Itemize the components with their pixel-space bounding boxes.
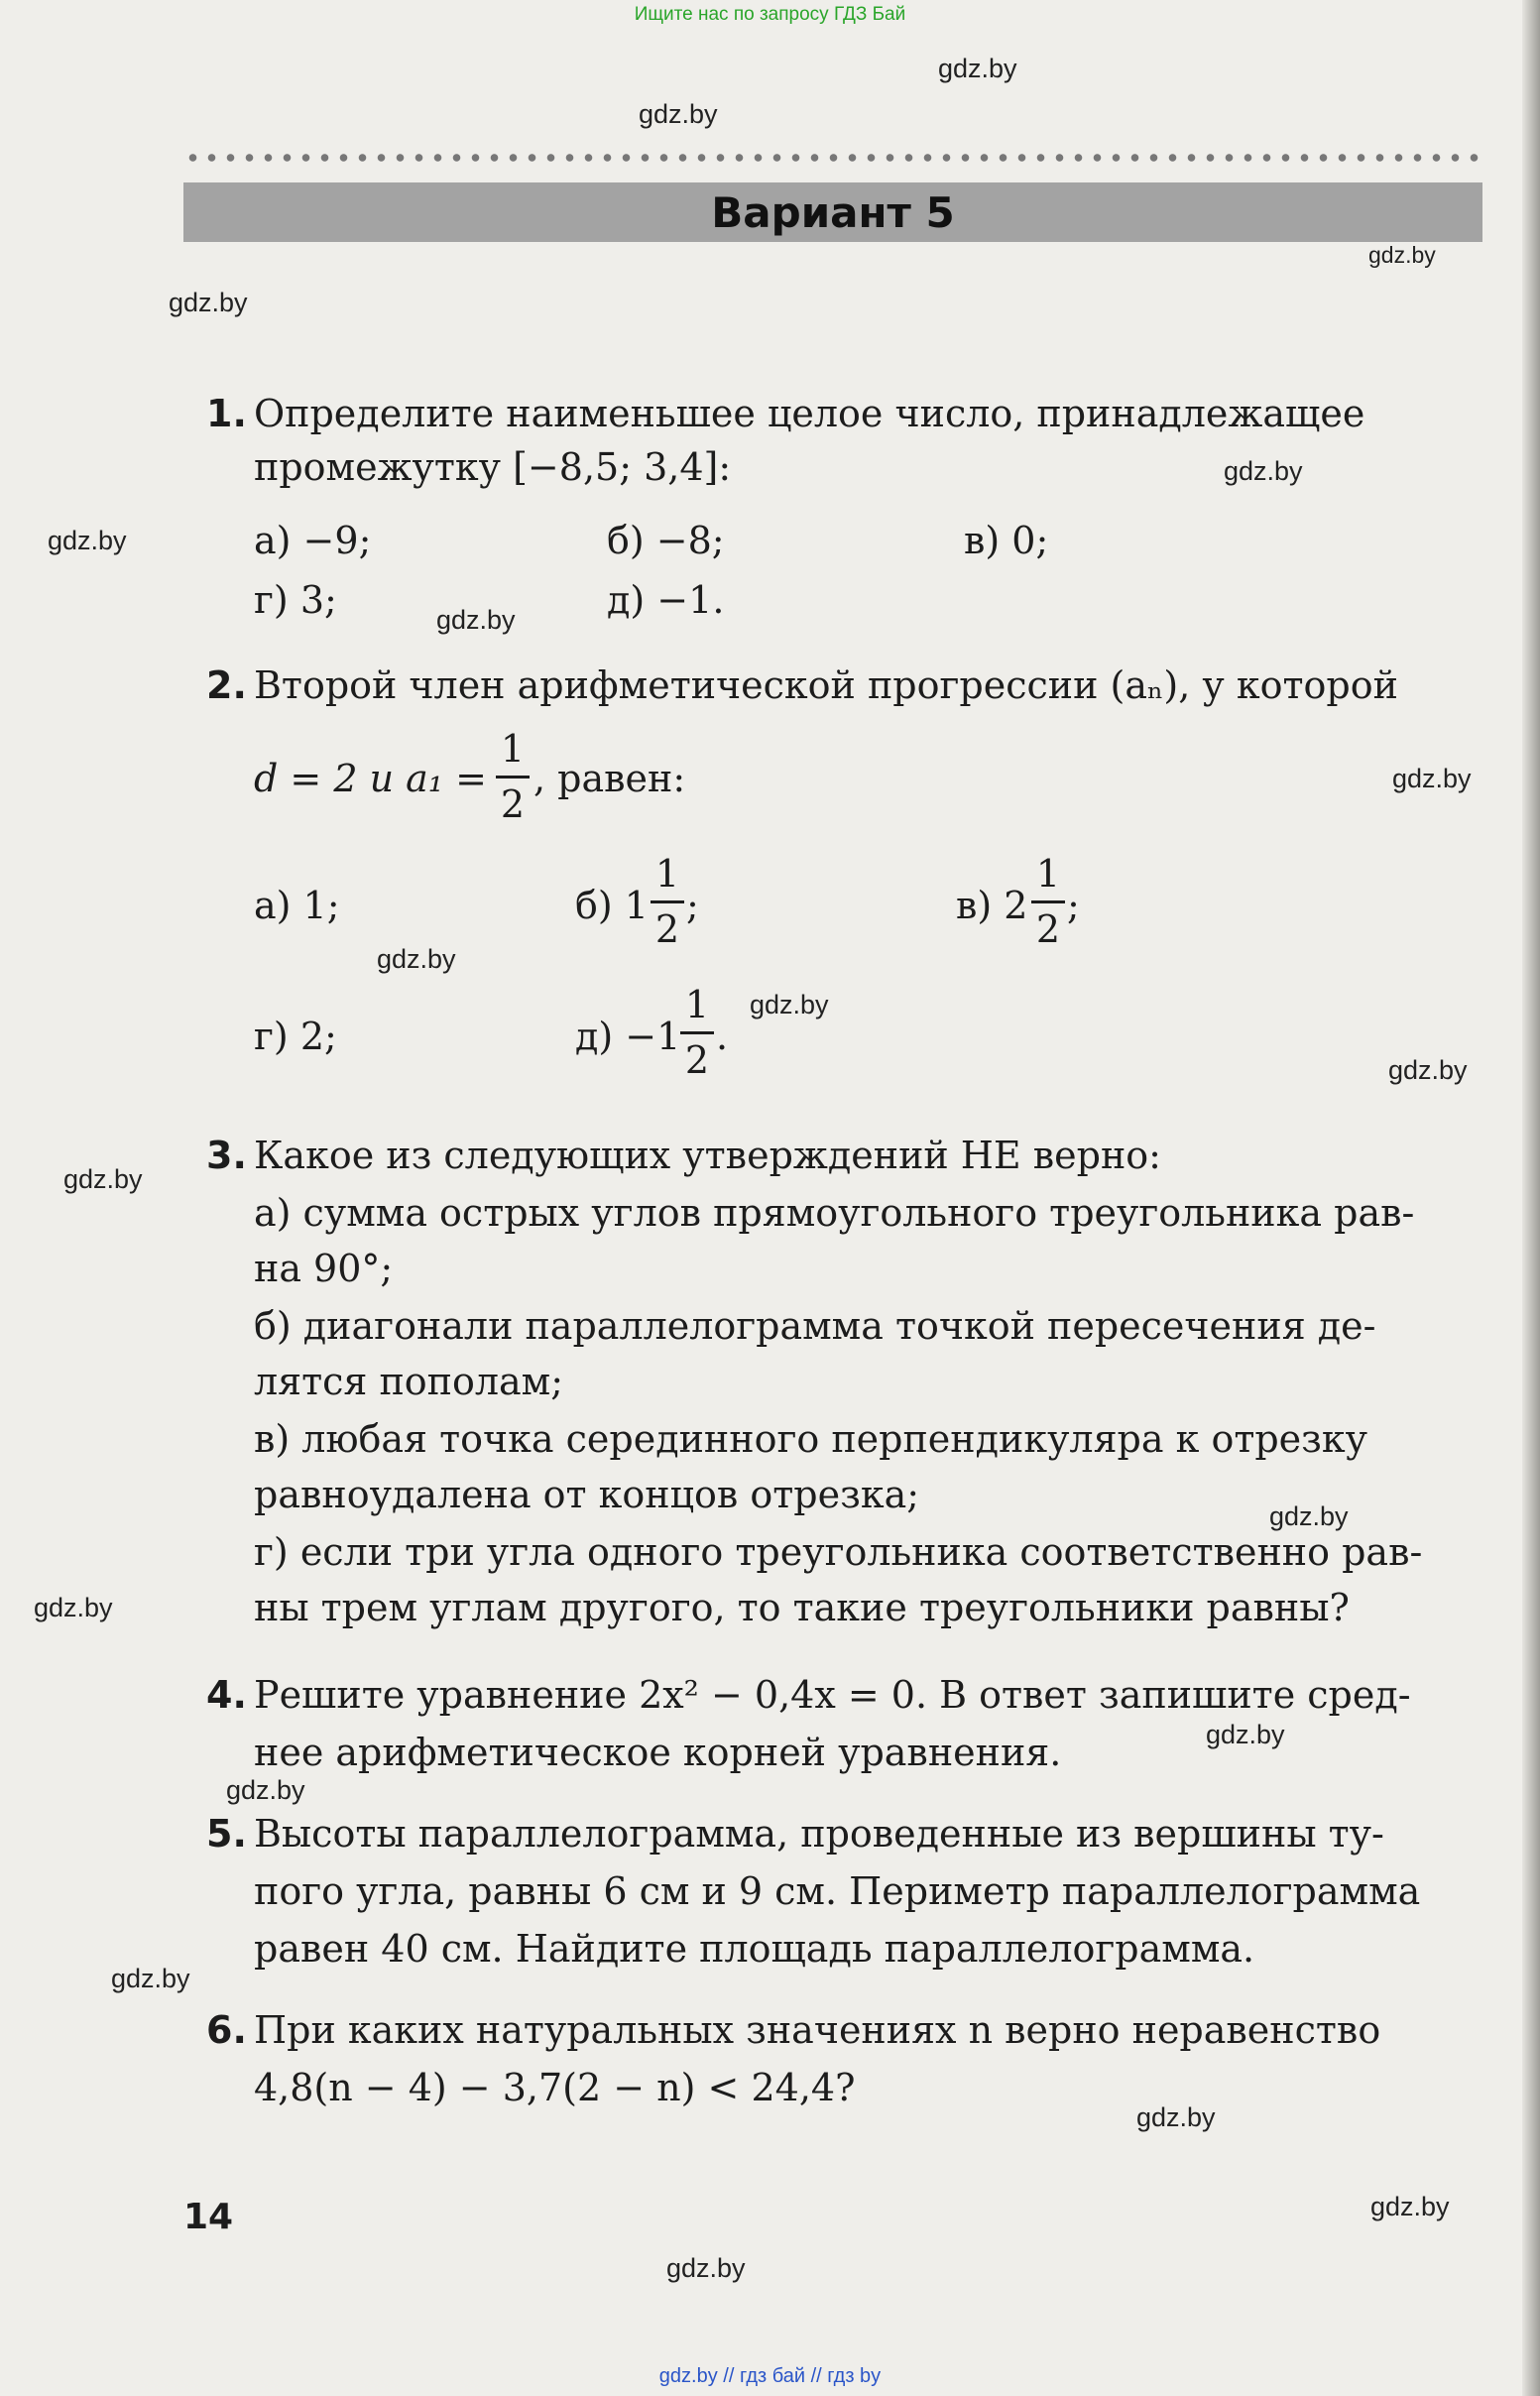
- q3-text-line8: г) если три угла одного треугольника соответственно рав-: [254, 1530, 1423, 1574]
- watermark: gdz.by: [1368, 242, 1436, 268]
- watermark: gdz.by: [938, 54, 1017, 83]
- q2-option-b-frac-den: 2: [654, 907, 680, 951]
- q1-text-line2: промежутку [−8,5; 3,4]:: [254, 445, 732, 489]
- q1-option-d: г) 3;: [254, 578, 337, 622]
- q3-text-line1: Какое из следующих утверждений НЕ верно:: [254, 1134, 1161, 1177]
- q3-text-line5: лятся пополам;: [254, 1360, 564, 1403]
- bottom-banner[interactable]: gdz.by // гдз бай // гдз by: [658, 2365, 882, 2387]
- q6-text-line2: 4,8(n − 4) − 3,7(2 − n) < 24,4?: [254, 2066, 856, 2109]
- q2-option-b: б) 1: [575, 884, 649, 927]
- q2-frac-line: [496, 776, 530, 779]
- page-number: 14: [183, 2197, 234, 2237]
- title-bar: [183, 182, 1482, 242]
- q2-option-c-frac-den: 2: [1035, 907, 1061, 951]
- watermark: gdz.by: [1224, 456, 1303, 486]
- watermark: gdz.by: [1370, 2192, 1450, 2221]
- watermark: gdz.by: [226, 1775, 305, 1805]
- q5-text-line2: пого угла, равны 6 см и 9 см. Периметр параллелограмма: [254, 1869, 1421, 1913]
- q3-text-line7: равноудалена от концов отрезка;: [254, 1473, 920, 1516]
- q2-frac-denominator: 2: [500, 782, 526, 826]
- q2-option-c-frac-line: [1031, 900, 1065, 903]
- q2-option-e-frac-line: [680, 1031, 714, 1034]
- watermark: gdz.by: [1136, 2102, 1216, 2132]
- q2-option-c-end: ;: [1067, 884, 1080, 927]
- watermark: gdz.by: [436, 605, 516, 635]
- q6-number: 6.: [206, 2008, 247, 2052]
- q2-option-e-end: .: [716, 1015, 729, 1058]
- q2-option-b-end: ;: [686, 884, 699, 927]
- q2-text-line2-start: d = 2 и a₁ =: [254, 757, 487, 800]
- q1-text-line1: Определите наименьшее целое число, принадлежащее: [254, 392, 1365, 435]
- q1-option-c: в) 0;: [964, 519, 1049, 562]
- q6-text-line1: При каких натуральных значениях n верно неравенство: [254, 2008, 1381, 2052]
- watermark: gdz.by: [63, 1164, 143, 1194]
- q4-text-line1: Решите уравнение 2x² − 0,4x = 0. В ответ запишите сред-: [254, 1673, 1411, 1717]
- q2-text-line1: Второй член арифметической прогрессии (aₙ), у которой: [254, 663, 1398, 707]
- q2-frac-numerator: 1: [500, 727, 526, 771]
- q2-option-a: а) 1;: [254, 884, 340, 927]
- dotted-divider: [183, 151, 1482, 165]
- q3-text-line4: б) диагонали параллелограмма точкой пересечения де-: [254, 1304, 1376, 1348]
- q2-option-e-frac-den: 2: [684, 1038, 710, 1082]
- q2-option-c: в) 2: [956, 884, 1028, 927]
- watermark: gdz.by: [1392, 764, 1472, 793]
- q3-text-line2: а) сумма острых углов прямоугольного треугольника рав-: [254, 1191, 1415, 1235]
- watermark: gdz.by: [1269, 1501, 1349, 1531]
- watermark: gdz.by: [111, 1964, 190, 1993]
- q2-option-c-frac-num: 1: [1035, 852, 1061, 896]
- watermark: gdz.by: [639, 99, 718, 129]
- watermark: gdz.by: [169, 288, 248, 317]
- watermark: gdz.by: [377, 944, 456, 974]
- q5-text-line1: Высоты параллелограмма, проведенные из вершины ту-: [254, 1812, 1384, 1856]
- top-banner[interactable]: Ищите нас по запросу ГДЗ Бай: [634, 4, 906, 25]
- q4-text-line2: нее арифметическое корней уравнения.: [254, 1731, 1062, 1774]
- q1-number: 1.: [206, 392, 247, 435]
- q2-option-e: д) −1: [575, 1015, 681, 1058]
- q4-number: 4.: [206, 1673, 247, 1717]
- q3-text-line3: на 90°;: [254, 1247, 394, 1290]
- q1-option-a: а) −9;: [254, 519, 372, 562]
- watermark: gdz.by: [48, 526, 127, 555]
- q3-text-line6: в) любая точка серединного перпендикуляра к отрезку: [254, 1417, 1367, 1461]
- q3-text-line9: ны трем углам другого, то такие треугольники равны?: [254, 1586, 1350, 1629]
- watermark: gdz.by: [1388, 1055, 1468, 1085]
- watermark: gdz.by: [750, 990, 829, 1019]
- q2-option-e-frac-num: 1: [684, 983, 710, 1026]
- watermark: gdz.by: [666, 2253, 746, 2283]
- watermark: gdz.by: [34, 1593, 113, 1622]
- q2-text-line2-end: , равен:: [533, 757, 686, 800]
- page-edge-shadow: [1522, 0, 1540, 2396]
- watermark: gdz.by: [1206, 1720, 1285, 1749]
- q1-option-e: д) −1.: [607, 578, 725, 622]
- q2-option-b-frac-line: [651, 900, 684, 903]
- q5-text-line3: равен 40 см. Найдите площадь параллелограмма.: [254, 1927, 1255, 1971]
- q2-option-d: г) 2;: [254, 1015, 337, 1058]
- q1-option-b: б) −8;: [607, 519, 725, 562]
- q2-option-b-frac-num: 1: [654, 852, 680, 896]
- q3-number: 3.: [206, 1134, 247, 1177]
- q2-number: 2.: [206, 663, 247, 707]
- page-title: Вариант 5: [711, 187, 955, 237]
- q5-number: 5.: [206, 1812, 247, 1856]
